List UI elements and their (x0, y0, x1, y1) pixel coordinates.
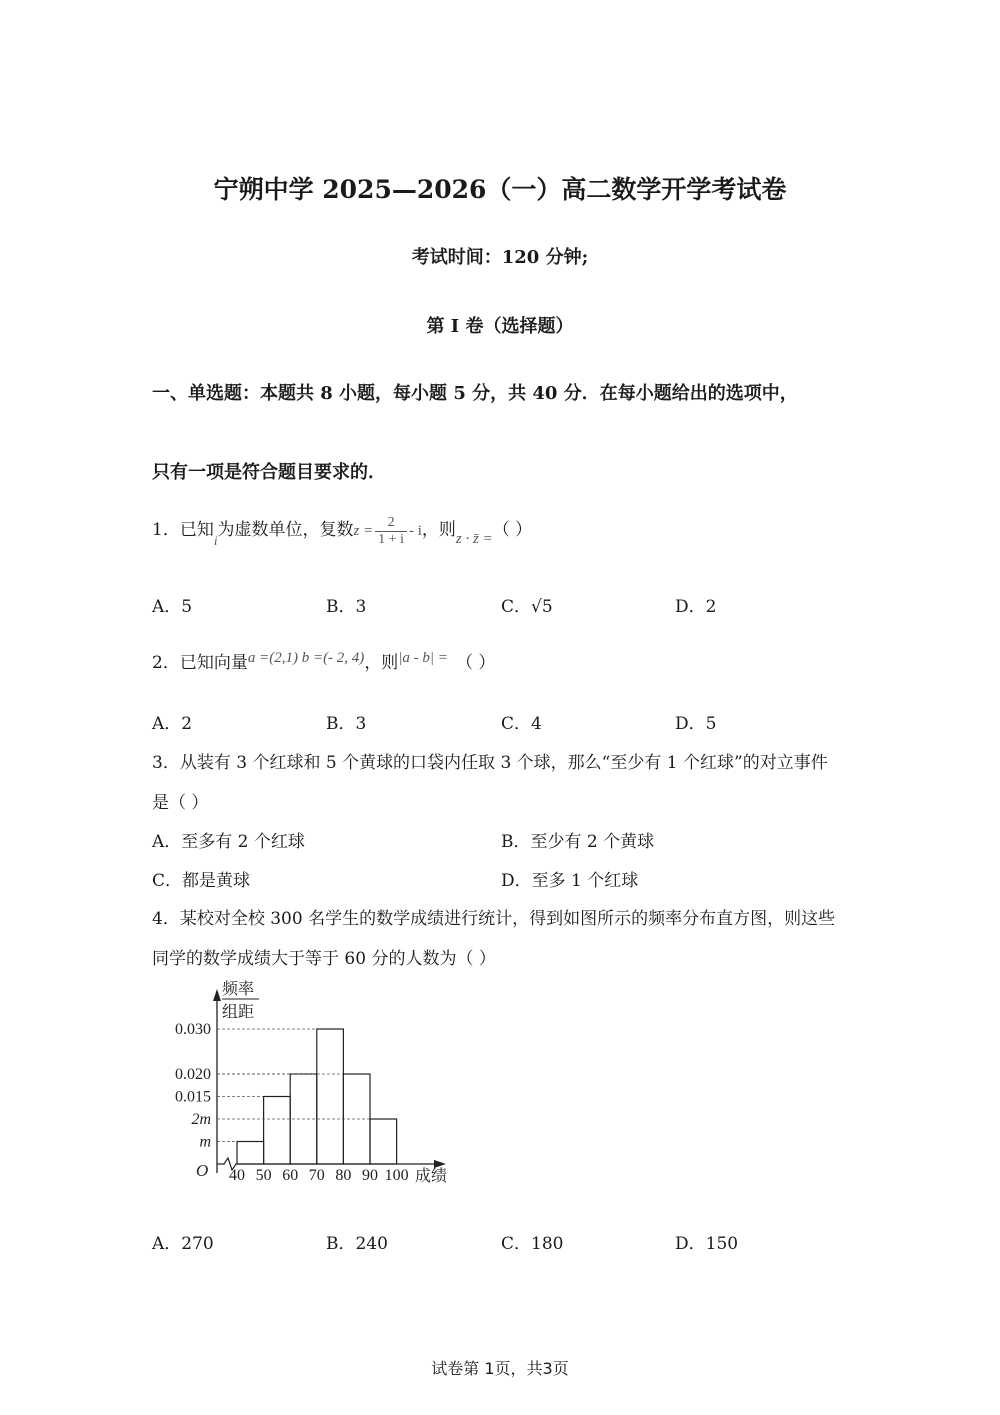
x-axis-label: 成绩 (415, 1168, 448, 1185)
histogram-bar-90-100 (370, 1119, 397, 1164)
x-tick-label-100: 100 (384, 1167, 409, 1184)
histogram-bar-50-60 (264, 1097, 291, 1165)
page-footer: 试卷第 1页，共3页 (431, 1359, 569, 1378)
question-4-stem-line-1: 4．某校对全校 300 名学生的数学成绩进行统计，得到如图所示的频率分布直方图，则这些 (152, 909, 836, 929)
question-2-option-b[interactable]: B．3 (326, 714, 367, 734)
x-tick-label-40: 40 (229, 1167, 245, 1184)
y-label-denominator: 组距 (222, 1004, 255, 1021)
question-2-option-d[interactable]: D．5 (675, 714, 717, 734)
question-1-option-a[interactable]: A．5 (152, 597, 193, 617)
instructions-line-2: 只有一项是符合题目要求的． (152, 462, 386, 483)
question-3-option-d[interactable]: D．至多 1 个红球 (501, 871, 639, 891)
question-4-option-c[interactable]: C．180 (501, 1234, 564, 1254)
exam-time: 考试时间：120 分钟; (411, 247, 589, 268)
question-1-option-b[interactable]: B．3 (326, 597, 367, 617)
question-2-option-a[interactable]: A．2 (152, 714, 193, 734)
origin-label: O (196, 1161, 209, 1180)
y-tick-label-2: 0.015 (175, 1088, 211, 1106)
x-tick-label-70: 70 (308, 1167, 325, 1184)
question-4-option-b[interactable]: B．240 (326, 1234, 388, 1254)
question-1-option-d[interactable]: D．2 (675, 597, 717, 617)
question-1-stem: 1．已知$_i$为虚数单位，复数z = $\frac{2}{1 + i}$ - i，则z · z̄ =（ ） (152, 515, 533, 548)
x-axis-arrow-icon (434, 1160, 446, 1168)
imaginary-unit: i (213, 533, 218, 548)
page-title: 宁朔中学 2025—2026（一）高二数学开学考试卷 (213, 175, 787, 204)
section-heading: 第 I 卷（选择题） (426, 316, 574, 337)
frequency-histogram (150, 975, 470, 1195)
x-tick-label-60: 60 (282, 1167, 299, 1184)
question-3-option-c[interactable]: C．都是黄球 (152, 871, 251, 891)
y-tick-label-1: 0.020 (175, 1066, 211, 1083)
histogram-bar-70-80 (317, 1029, 344, 1164)
question-2-option-c[interactable]: C．4 (501, 714, 542, 734)
y-tick-label-0: 0.030 (175, 1021, 211, 1038)
question-4-option-d[interactable]: D．150 (675, 1234, 739, 1254)
question-1-option-c[interactable]: C．√5 (501, 597, 553, 617)
question-4-option-a[interactable]: A．270 (152, 1234, 214, 1254)
vector-definitions: a =(2,1) b =(- 2, 4) (247, 650, 365, 666)
y-tick-label-3: 2m (191, 1111, 211, 1128)
y-label-numerator: 频率 (222, 981, 255, 998)
question-3-stem-line-2: 是（ ） (152, 793, 209, 813)
instructions-line-1: 一、单选题：本题共 8 小题，每小题 5 分，共 40 分．在每小题给出的选项中， (152, 383, 798, 404)
z-conjugate-product: z · z̄ = (455, 531, 493, 547)
complex-z-expression: z = $\frac{2}{1 + i}$ - i (353, 515, 422, 548)
question-3-option-b[interactable]: B．至少有 2 个黄球 (501, 832, 655, 852)
y-tick-label-4: m (199, 1133, 211, 1151)
question-3-stem-line-1: 3．从装有 3 个红球和 5 个黄球的口袋内任取 3 个球，那么“至少有 1 个红球”的对立事件 (152, 753, 828, 773)
x-tick-label-80: 80 (335, 1167, 352, 1184)
vector-difference-magnitude: |a - b| = (398, 650, 448, 666)
x-tick-label-90: 90 (362, 1167, 378, 1184)
x-tick-label-50: 50 (255, 1167, 272, 1184)
question-4-stem-line-2: 同学的数学成绩大于等于 60 分的人数为（ ） (152, 949, 496, 969)
y-axis-arrow-icon (213, 989, 221, 1001)
question-3-option-a[interactable]: A．至多有 2 个红球 (152, 832, 305, 852)
histogram-bar-40-50 (237, 1142, 264, 1165)
question-2-stem: 2．已知向量a =(2,1) b =(- 2, 4)，则|a - b| = （ ） (152, 650, 496, 673)
